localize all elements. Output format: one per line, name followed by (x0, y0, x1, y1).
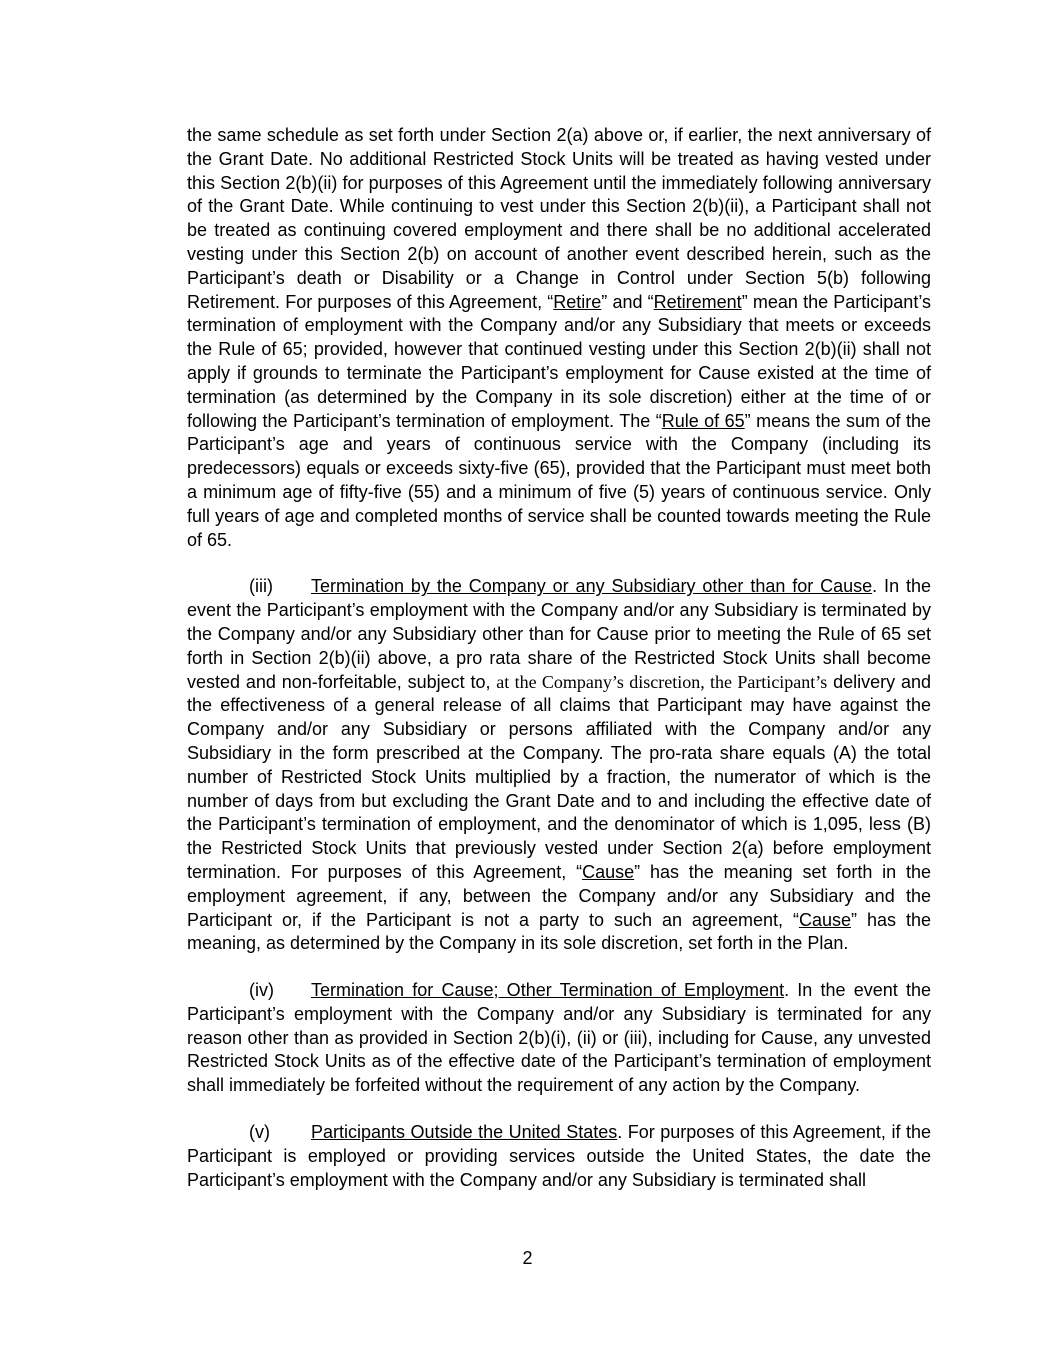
defined-term-retire: Retire (553, 291, 602, 312)
section-marker-v: (v) (249, 1122, 270, 1143)
paragraph-participants-outside-us (187, 1121, 931, 1192)
text-run: ” has the meaning set forth in the employment agreement, if any, between the Company and/or any Subsidiary and the Participant or, if the Participant is not a party to such an agreement, “ (187, 861, 932, 930)
text-run: ” and “ (601, 291, 654, 312)
section-heading-iii: Termination by the Company or any Subsidiary other than for Cause (311, 576, 873, 597)
defined-term-cause: Cause (582, 861, 635, 882)
page-number: 2 (522, 1248, 533, 1268)
serif-text-run: at the Company’s discretion, the Participant’s (496, 671, 828, 692)
text-run: ” has the meaning, as determined by the Company in its sole discretion, set forth in the Plan. (187, 909, 931, 954)
text-run: . In the event the Participant’s employment with the Company and/or any Subsidiary is terminated for any reason other than as provided in Section 2(b)(i), (ii) or (iii), including for Cause, any unvested Restricted Stock Units as of the effective date of the Participant’s termination of employment shall immediately be forfeited without the requirement of any action by the Company. (187, 980, 931, 1096)
section-heading-v: Participants Outside the United States (311, 1122, 618, 1143)
text-run: . For purposes of this Agreement, if the Participant is employed or providing services outside the United States, the date the Participant’s employment with the Company and/or any Subsidiary is terminated shall (187, 1122, 931, 1190)
document-page (187, 124, 931, 1215)
defined-term-cause-2: Cause (798, 909, 851, 930)
paragraph-retirement-continued (187, 124, 931, 552)
text-run: ” mean the Participant’s termination of employment with the Company and/or any Subsidiary that meets or exceeds the Rule of 65; provided, however that continued vesting under this Section 2(b)(ii) shall not apply if grounds to terminate the Participant’s employment for Cause existed at the time of termination (as determined by the Company in its sole discretion) either at the time of or following the Participant’s termination of employment. The “ (187, 291, 931, 431)
text-run: ” means the sum of the Participant’s age and years of continuous service with the Company (including its predecessors) equals or exceeds sixty-five (65), provided that the Participant must meet both a minimum age of fifty-five (55) and a minimum of five (5) years of continuous service. Only full years of age and completed months of service shall be counted towards meeting the Rule of 65. (187, 410, 931, 550)
paragraph-termination-other-than-cause (187, 575, 931, 956)
section-heading-iv: Termination for Cause; Other Termination of Employment (311, 980, 785, 1001)
text-run: the same schedule as set forth under Section 2(a) above or, if earlier, the next anniversary of the Grant Date. No additional Restricted Stock Units will be treated as having vested under this Section 2(b)(ii) for purposes of this Agreement until the immediately following anniversary of the Grant Date. While continuing to vest under this Section 2(b)(ii), a Participant shall not be treated as continuing covered employment and there shall be no additional accelerated vesting under this Section 2(b) on account of another event described herein, such as the Participant’s death or Disability or a Change in Control under Section 5(b) following Retirement. For purposes of this Agreement, “ (187, 125, 931, 312)
text-run: . In the event the Participant’s employment with the Company and/or any Subsidiary is terminated by the Company and/or any Subsidiary other than for Cause prior to meeting the Rule of 65 set forth in Section 2(b)(ii) above, a pro rata share of the Restricted Stock Units shall become vested and non-forfeitable, subject to, (187, 576, 931, 692)
defined-term-retirement: Retirement (653, 291, 742, 312)
defined-term-rule-of-65: Rule of 65 (661, 410, 745, 431)
paragraph-termination-for-cause (187, 979, 931, 1098)
text-run: delivery and the effectiveness of a general release of all claims that Participant may have against the Company and/or any Subsidiary or persons affiliated with the Company and/or any Subsidiary in the form prescribed at the Company. The pro-rata share equals (A) the total number of Restricted Stock Units multiplied by a fraction, the numerator of which is the number of days from but excluding the Grant Date and to and including the effective date of the Participant’s termination of employment, and the denominator of which is 1,095, less (B) the Restricted Stock Units that previously vested under Section 2(a) before employment termination. For purposes of this Agreement, “ (187, 671, 932, 882)
section-marker-iii: (iii) (249, 576, 273, 597)
section-marker-iv: (iv) (249, 980, 274, 1001)
